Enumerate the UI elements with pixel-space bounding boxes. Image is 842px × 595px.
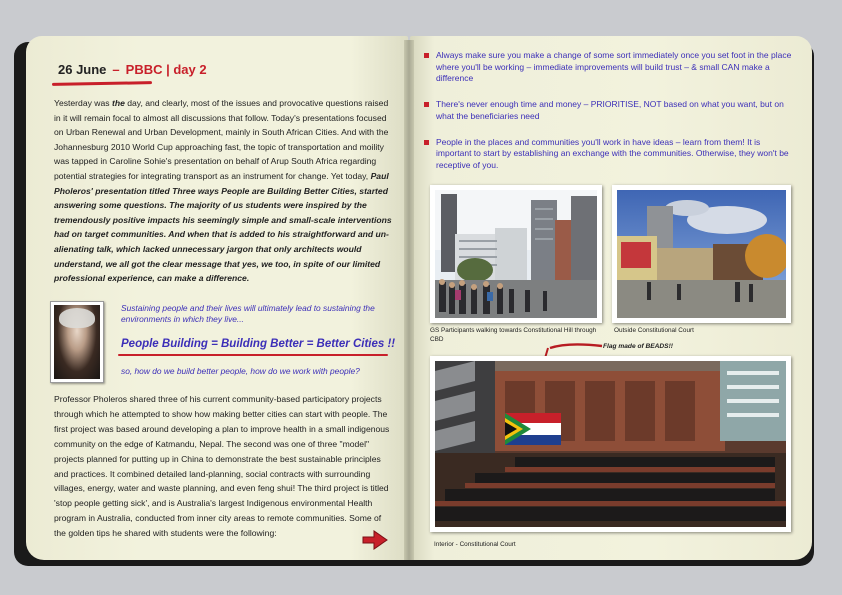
tip-text: Always make sure you make a change of some sort immediately once you set foot in the place where you'll be working – immediate improvements will build trust – & small CAN make a difference — [436, 50, 792, 84]
tip-text: People in the places and communities you'll work in have ideas – learn from them! It is important to start by establishing an exchange with the communities. Otherwise, they won't be receptive of you. — [436, 136, 789, 170]
speaker-portrait — [50, 301, 104, 383]
red-square-bullet-icon — [424, 140, 429, 145]
photo-court-exterior — [612, 185, 791, 323]
photo-cbd-walk-image — [435, 190, 597, 318]
intro-paragraph — [54, 96, 394, 286]
header-title: PBBC | day 2 — [125, 62, 207, 77]
header-dash: – — [112, 62, 120, 77]
photo-cbd-walk — [430, 185, 602, 323]
guiding-question: so, how do we build better people, how do we work with people? — [121, 366, 360, 376]
intro-text-middle: day, and clearly, most of the issues and provocative questions raised in it will remain focal to almost all discussions that follow. Today's presentations focused on Urban Renewal and Urban Development, mainly in South African Cities. And with the Johannesburg 2010 World Cup approaching fast, the topic of transportation and moility was tapped in Caroline Sohie's presentation on behalf of Arup South Africa regarding potential strategies for integrating transport as an instrument for change. Yet today, — [54, 98, 389, 181]
book-spine — [404, 40, 414, 560]
red-square-bullet-icon — [424, 53, 429, 58]
red-square-bullet-icon — [424, 102, 429, 107]
caption-cbd-walk: GS Participants walking towards Constitutional Hill through CBD — [430, 327, 597, 343]
tip-text: There's never enough time and money – PRIORITISE, NOT based on what you want, but on what the beneficiaries need — [436, 99, 784, 121]
red-arrow-right-icon[interactable] — [362, 528, 388, 552]
intro-text-start: Yesterday was — [54, 98, 112, 108]
caption-court-interior: Interior - Constitutional Court — [434, 541, 516, 548]
caption-court-exterior: Outside Constitutional Court — [614, 327, 694, 334]
photo-court-interior-image — [435, 361, 786, 527]
portrait-hair — [59, 308, 95, 328]
slogan-underline — [118, 354, 388, 356]
page-header — [58, 62, 207, 77]
header-date: 26 June — [58, 62, 107, 77]
slogan: People Building = Building Better = Better Cities !! — [121, 338, 396, 350]
tip-item — [424, 137, 794, 172]
projects-paragraph: Professor Pholeros shared three of his current community-based participatory projects through which he attempted to show how making better cities can start with people. The first project was based around developing a plan to improve health in a small indigenous community on the edge of Katmandu, Nepal. The second was one of three "model" projects planned for putting up in China to demonstrate the best sustainable principles and practices. It combined detailed land-planning, social contracts with surrounding villages, energy, water and waste planning, and even feng shui! The third project is titled 'stop people getting sick', and is Australia's largest Indigenous environmental Health program in Australia, conducted from inner city areas to remote communities. Some of the golden tips he shared with students were the following: — [54, 394, 390, 539]
photo-court-exterior-image — [617, 190, 786, 318]
photo-court-interior — [430, 356, 791, 532]
golden-tips-list — [424, 50, 794, 182]
flag-label: Flag made of BEADS!! — [603, 343, 673, 350]
pull-quote: Sustaining people and their lives will ultimately lead to sustaining the environments in which they live... — [121, 303, 375, 324]
tip-item — [424, 99, 794, 122]
intro-emphasis: the — [111, 98, 125, 108]
intro-bold-text: Paul Pholeros' presentation titled Three ways People are Building Better Cities, started answering some questions. The majority of us students were inspired by the tremendously positive impacts his seemingly simple and small-scale interventions had on target communities. And when that is added to his straightforward and un-alienating talk, which lacked unnecessary jargon that only architects would understand, we all got the clear message that yes, we too, in spite of our limited professional experience, can make a difference. — [54, 170, 392, 284]
tip-item — [424, 50, 794, 85]
